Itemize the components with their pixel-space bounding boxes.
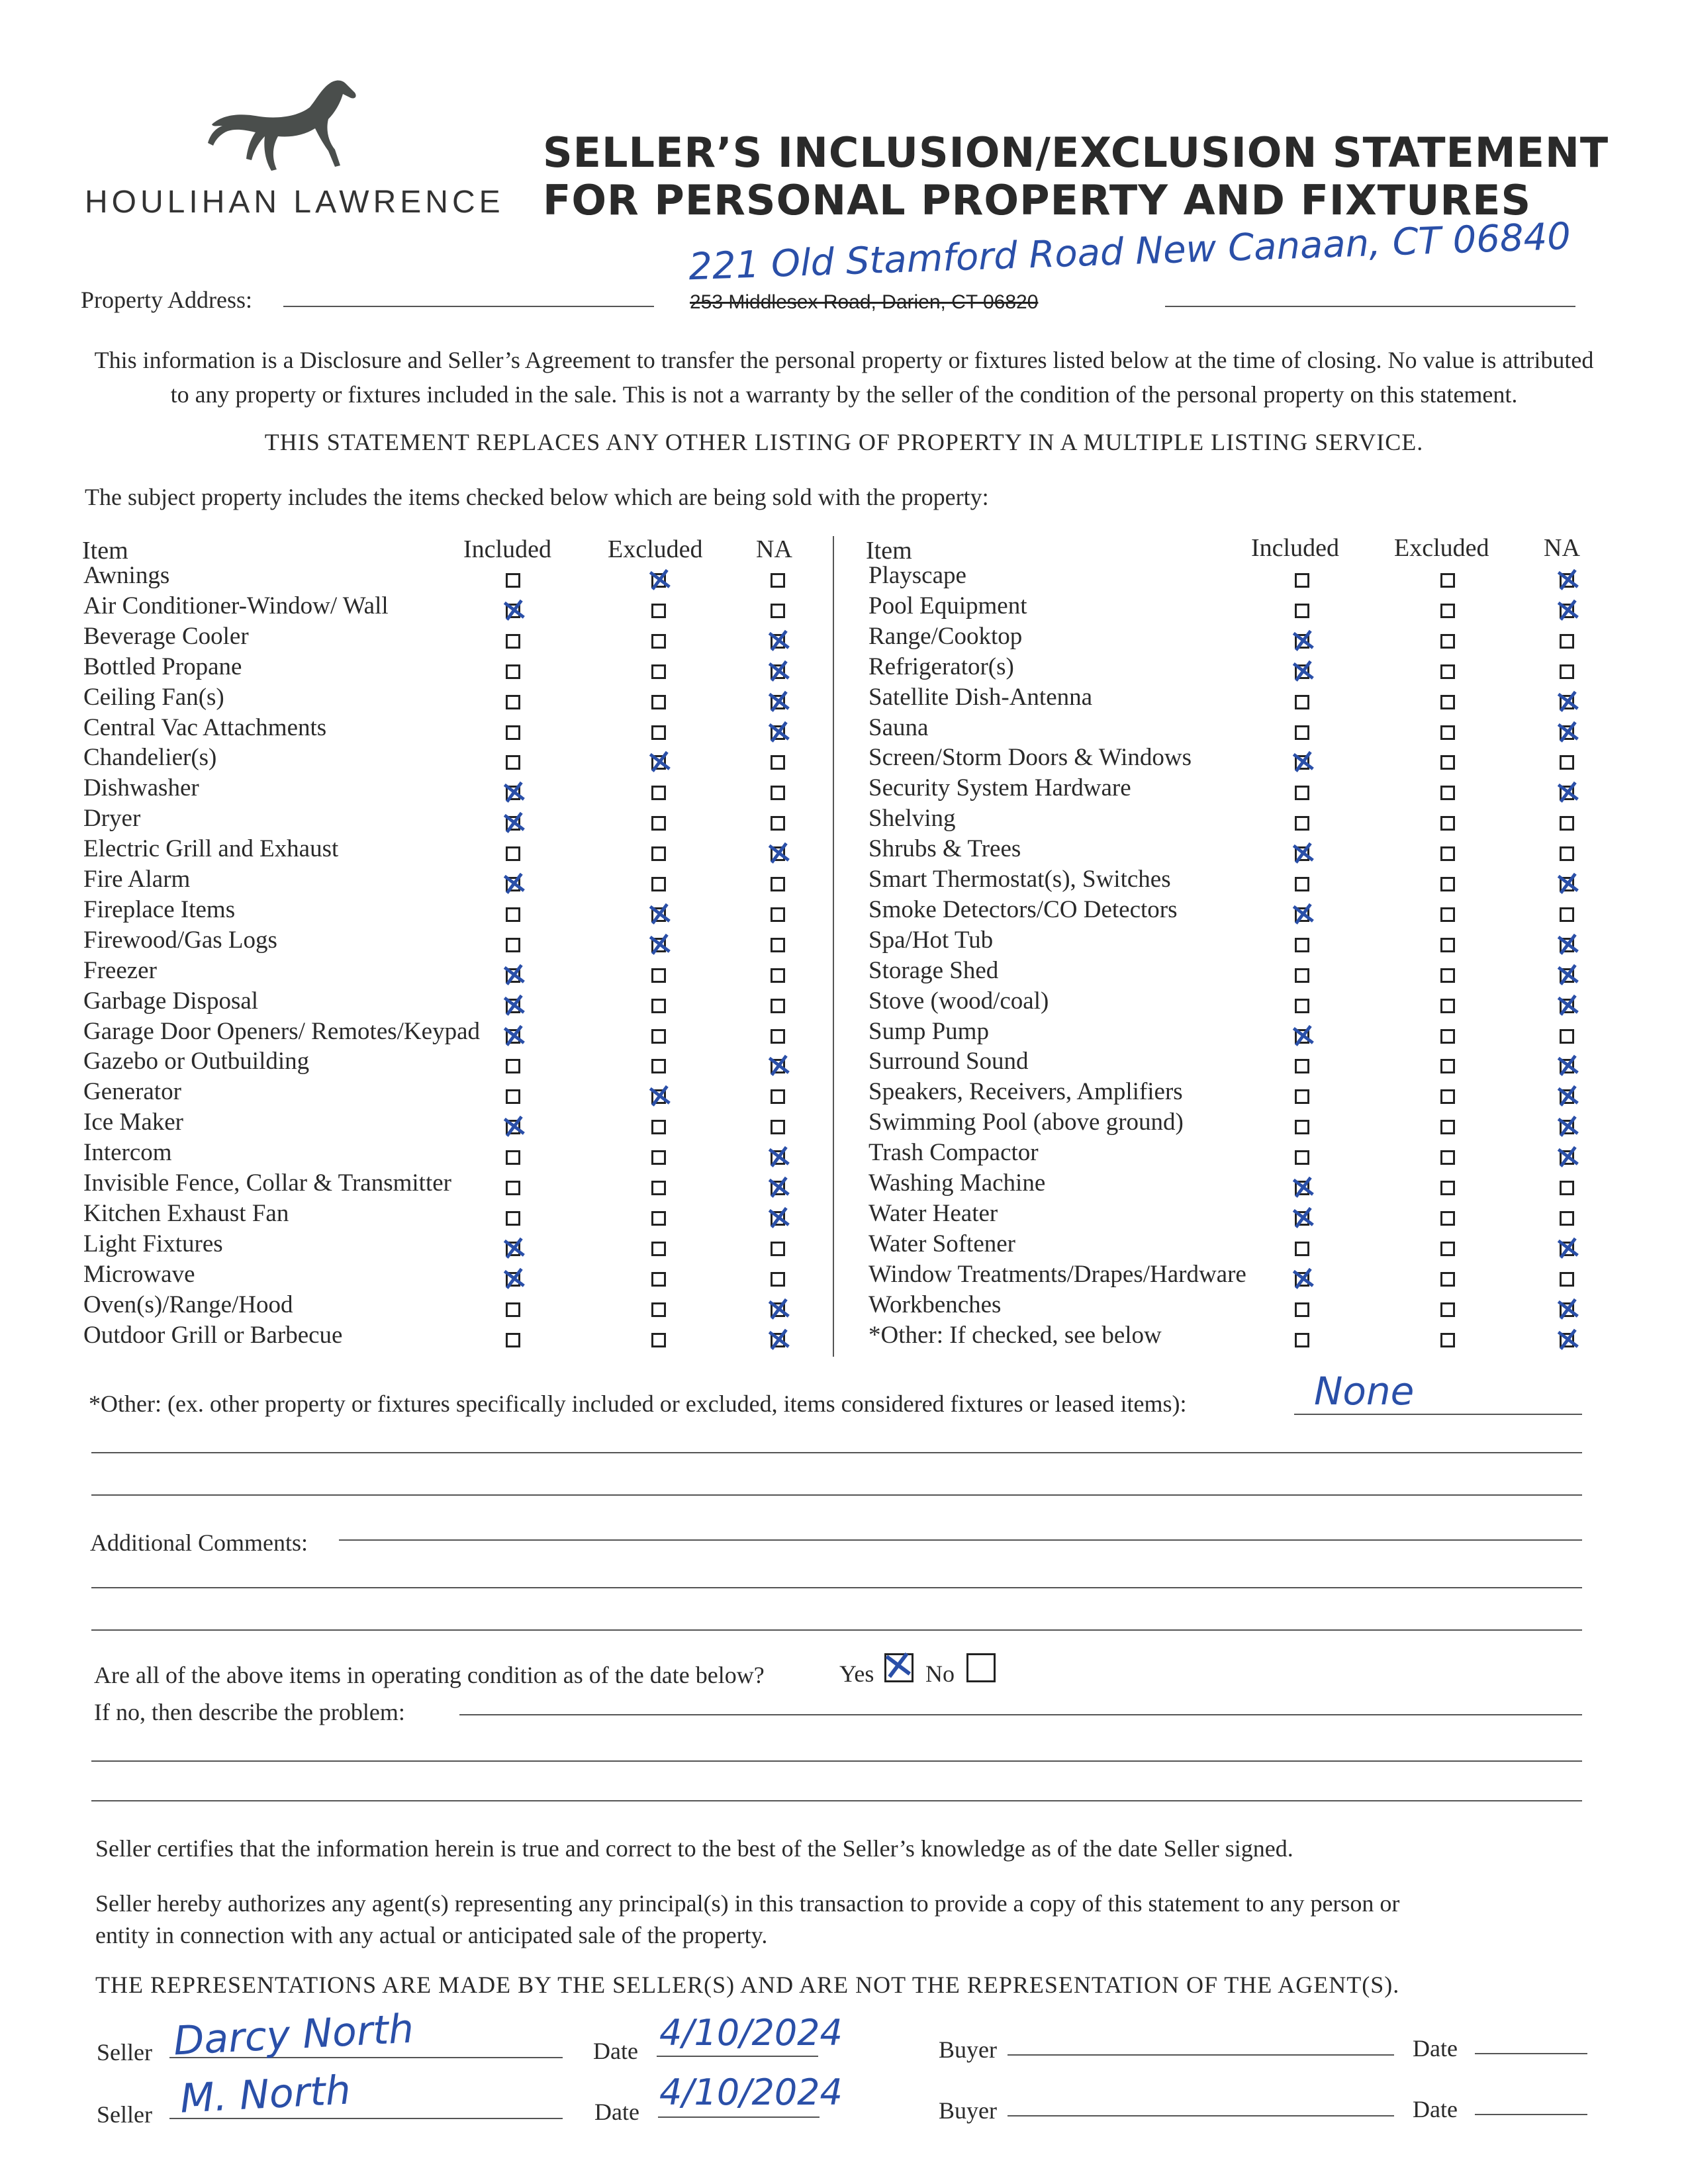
right-excluded-checkbox[interactable] <box>1440 1272 1455 1287</box>
left-item-label: Firewood/Gas Logs <box>83 927 277 954</box>
left-na-check-mark: ✕ <box>763 1197 796 1240</box>
right-na-checkbox[interactable] <box>1560 1211 1574 1226</box>
left-excluded-checkbox[interactable] <box>651 604 666 618</box>
left-item-label: Garbage Disposal <box>83 987 259 1015</box>
left-excluded-checkbox[interactable] <box>651 1029 666 1044</box>
left-excluded-checkbox[interactable] <box>651 786 666 800</box>
right-item-label: Speakers, Receivers, Amplifiers <box>868 1078 1183 1105</box>
operating-yes-label: Yes <box>839 1661 874 1687</box>
left-included-checkbox[interactable] <box>506 725 520 740</box>
left-included-checkbox[interactable] <box>506 634 520 649</box>
seller1-label: Seller <box>97 2039 152 2066</box>
right-na-check-mark: ✕ <box>1552 681 1585 723</box>
seller1-date: 4/10/2024 <box>659 2012 843 2054</box>
operating-question: Are all of the above items in operating condition as of the date below? <box>94 1662 765 1688</box>
right-na-check-mark: ✕ <box>1552 1045 1585 1087</box>
right-included-check-mark: ✕ <box>1287 651 1320 693</box>
left-excluded-checkbox[interactable] <box>651 695 666 709</box>
brand-name: HOULIHAN LAWRENCE <box>85 185 504 220</box>
right-excluded-checkbox[interactable] <box>1440 634 1455 649</box>
right-na-checkbox[interactable] <box>1560 634 1574 649</box>
right-na-check-mark: ✕ <box>1552 1319 1585 1361</box>
right-item-label: Shrubs & Trees <box>868 835 1021 862</box>
right-included-check-mark: ✕ <box>1287 1258 1320 1300</box>
right-included-check-mark: ✕ <box>1287 833 1320 875</box>
right-excluded-checkbox[interactable] <box>1440 999 1455 1013</box>
seller2-signature: M. North <box>179 2067 352 2122</box>
right-included-checkbox[interactable] <box>1295 1150 1309 1165</box>
other-value: None <box>1314 1369 1415 1414</box>
right-item-label: Swimming Pool (above ground) <box>868 1109 1184 1136</box>
seller1-date-label: Date <box>593 2038 638 2064</box>
left-included-checkbox[interactable] <box>506 695 520 709</box>
right-excluded-checkbox[interactable] <box>1440 725 1455 740</box>
right-item-label: Window Treatments/Drapes/Hardware <box>868 1261 1246 1288</box>
buyer2-date-label: Date <box>1413 2096 1458 2122</box>
right-included-checkbox[interactable] <box>1295 1242 1309 1256</box>
right-item-label: Smart Thermostat(s), Switches <box>868 866 1171 893</box>
right-item-label: Trash Compactor <box>868 1139 1039 1166</box>
left-item-label: Bottled Propane <box>83 653 242 680</box>
disclosure-paragraph: This information is a Disclosure and Seller’s Agreement to transfer the personal property or fixtures listed below at the time of closing. No value is attributed to any property or fixtures included in the sale. This is not a warranty by the seller of the condition of the personal property on this statement. <box>94 347 1594 408</box>
left-header-na: NA <box>756 535 792 563</box>
left-excluded-checkbox[interactable] <box>651 1333 666 1347</box>
left-item-label: Kitchen Exhaust Fan <box>83 1200 289 1227</box>
document-title-line1: SELLER’S INCLUSION/EXCLUSION STATEMENT <box>543 128 1609 177</box>
document-title-line2: FOR PERSONAL PROPERTY AND FIXTURES <box>543 176 1532 224</box>
left-included-checkbox[interactable] <box>506 1059 520 1073</box>
right-excluded-checkbox[interactable] <box>1440 1333 1455 1347</box>
left-item-label: Ice Maker <box>83 1109 183 1136</box>
right-item-label: Surround Sound <box>868 1048 1029 1075</box>
buyer2-date-field[interactable] <box>1475 2114 1587 2115</box>
left-na-check-mark: ✕ <box>763 1289 796 1331</box>
left-header-item: Item <box>82 537 128 565</box>
right-item-label: Refrigerator(s) <box>868 653 1014 680</box>
right-na-check-mark: ✕ <box>1552 711 1585 754</box>
right-na-check-mark: ✕ <box>1552 924 1585 966</box>
left-na-checkbox[interactable] <box>771 938 785 952</box>
right-excluded-checkbox[interactable] <box>1440 1150 1455 1165</box>
left-excluded-checkbox[interactable] <box>651 1150 666 1165</box>
certify-statement: Seller certifies that the information herein is true and correct to the best of the Seller’s knowledge as of the date Seller signed. <box>95 1835 1293 1862</box>
right-excluded-checkbox[interactable] <box>1440 1181 1455 1195</box>
right-na-checkbox[interactable] <box>1560 1181 1574 1195</box>
right-item-label: Security System Hardware <box>868 774 1131 801</box>
left-excluded-checkbox[interactable] <box>651 1059 666 1073</box>
left-na-check-mark: ✕ <box>763 620 796 662</box>
left-item-label: Dishwasher <box>83 774 199 801</box>
left-included-check-mark: ✕ <box>498 1228 531 1270</box>
right-header-item: Item <box>866 537 912 565</box>
left-included-check-mark: ✕ <box>498 954 531 997</box>
left-na-checkbox[interactable] <box>771 877 785 891</box>
left-item-label: Freezer <box>83 957 157 984</box>
buyer2-signature-line[interactable] <box>1008 2115 1394 2116</box>
left-na-check-mark: ✕ <box>763 1319 796 1361</box>
left-excluded-checkbox[interactable] <box>651 846 666 861</box>
buyer1-label: Buyer <box>939 2036 997 2063</box>
left-na-checkbox[interactable] <box>771 604 785 618</box>
right-na-check-mark: ✕ <box>1552 1136 1585 1179</box>
left-included-checkbox[interactable] <box>506 1181 520 1195</box>
right-included-checkbox[interactable] <box>1295 1302 1309 1317</box>
right-included-checkbox[interactable] <box>1295 725 1309 740</box>
left-na-checkbox[interactable] <box>771 999 785 1013</box>
right-excluded-checkbox[interactable] <box>1440 755 1455 770</box>
left-included-checkbox[interactable] <box>506 1089 520 1104</box>
right-excluded-checkbox[interactable] <box>1440 1120 1455 1134</box>
left-na-checkbox[interactable] <box>771 1272 785 1287</box>
comments-label: Additional Comments: <box>90 1529 308 1556</box>
right-included-checkbox[interactable] <box>1295 816 1309 831</box>
column-divider <box>833 536 834 1357</box>
left-na-checkbox[interactable] <box>771 1120 785 1134</box>
right-na-check-mark: ✕ <box>1552 772 1585 814</box>
left-item-label: Light Fixtures <box>83 1230 223 1257</box>
left-excluded-checkbox[interactable] <box>651 1272 666 1287</box>
left-excluded-checkbox[interactable] <box>651 1120 666 1134</box>
left-excluded-checkbox[interactable] <box>651 664 666 679</box>
left-included-check-mark: ✕ <box>498 590 531 632</box>
right-header-na: NA <box>1544 534 1580 562</box>
left-excluded-checkbox[interactable] <box>651 968 666 983</box>
right-item-label: Shelving <box>868 805 956 832</box>
right-excluded-checkbox[interactable] <box>1440 1242 1455 1256</box>
operating-yes-mark: ✕ <box>878 1641 918 1692</box>
other-label: *Other: (ex. other property or fixtures specifically included or excluded, items considered fixtures or leased items): <box>89 1390 1187 1417</box>
left-na-check-mark: ✕ <box>763 1136 796 1179</box>
left-item-label: Outdoor Grill or Barbecue <box>83 1322 343 1349</box>
left-included-checkbox[interactable] <box>506 1150 520 1165</box>
buyer1-signature-line[interactable] <box>1008 2054 1394 2056</box>
operating-no-label: No <box>925 1661 955 1687</box>
right-na-checkbox[interactable] <box>1560 1272 1574 1287</box>
left-na-check-mark: ✕ <box>763 651 796 693</box>
right-included-checkbox[interactable] <box>1295 1333 1309 1347</box>
right-item-label: Sump Pump <box>868 1018 989 1045</box>
left-included-check-mark: ✕ <box>498 1258 531 1300</box>
horse-logo-icon <box>199 73 371 185</box>
left-na-checkbox[interactable] <box>771 907 785 922</box>
left-item-label: Dryer <box>83 805 141 832</box>
left-excluded-checkbox[interactable] <box>651 999 666 1013</box>
left-item-label: Invisible Fence, Collar & Transmitter <box>83 1169 451 1197</box>
right-na-check-mark: ✕ <box>1552 954 1585 997</box>
right-excluded-checkbox[interactable] <box>1440 816 1455 831</box>
left-na-checkbox[interactable] <box>771 1029 785 1044</box>
right-item-label: Pool Equipment <box>868 592 1027 619</box>
left-included-checkbox[interactable] <box>506 573 520 588</box>
right-included-checkbox[interactable] <box>1295 1059 1309 1073</box>
left-na-check-mark: ✕ <box>763 681 796 723</box>
right-excluded-checkbox[interactable] <box>1440 846 1455 861</box>
left-excluded-checkbox[interactable] <box>651 1211 666 1226</box>
left-included-check-mark: ✕ <box>498 985 531 1027</box>
mls-notice: THIS STATEMENT REPLACES ANY OTHER LISTING OF PROPERTY IN A MULTIPLE LISTING SERVICE. <box>264 429 1424 455</box>
left-excluded-check-mark: ✕ <box>643 893 677 936</box>
left-na-checkbox[interactable] <box>771 968 785 983</box>
left-excluded-checkbox[interactable] <box>651 1181 666 1195</box>
left-na-check-mark: ✕ <box>763 1045 796 1087</box>
left-na-checkbox[interactable] <box>771 573 785 588</box>
left-na-check-mark: ✕ <box>763 711 796 754</box>
left-na-check-mark: ✕ <box>763 833 796 875</box>
problem-label: If no, then describe the problem: <box>94 1699 405 1725</box>
left-item-label: Electric Grill and Exhaust <box>83 835 339 862</box>
seller2-date: 4/10/2024 <box>659 2071 843 2113</box>
property-address-label: Property Address: <box>81 287 252 313</box>
representations-statement: THE REPRESENTATIONS ARE MADE BY THE SELLER(S) AND ARE NOT THE REPRESENTATION OF THE AGENT(S). <box>95 1972 1400 1998</box>
right-na-check-mark: ✕ <box>1552 559 1585 602</box>
buyer1-date-field[interactable] <box>1475 2053 1587 2054</box>
buyer1-date-label: Date <box>1413 2035 1458 2062</box>
right-item-label: Smoke Detectors/CO Detectors <box>868 896 1178 923</box>
right-excluded-checkbox[interactable] <box>1440 604 1455 618</box>
left-item-label: Oven(s)/Range/Hood <box>83 1291 293 1318</box>
right-included-checkbox[interactable] <box>1295 695 1309 709</box>
right-na-checkbox[interactable] <box>1560 755 1574 770</box>
left-excluded-check-mark: ✕ <box>643 559 677 602</box>
right-na-checkbox[interactable] <box>1560 1029 1574 1044</box>
left-item-label: Generator <box>83 1078 181 1105</box>
left-included-check-mark: ✕ <box>498 1106 531 1148</box>
right-na-checkbox[interactable] <box>1560 816 1574 831</box>
right-na-check-mark: ✕ <box>1552 590 1585 632</box>
right-na-check-mark: ✕ <box>1552 985 1585 1027</box>
left-included-check-mark: ✕ <box>498 772 531 814</box>
right-included-checkbox[interactable] <box>1295 968 1309 983</box>
right-excluded-checkbox[interactable] <box>1440 1029 1455 1044</box>
left-included-checkbox[interactable] <box>506 755 520 770</box>
left-item-label: Garage Door Openers/ Remotes/Keypad <box>83 1018 480 1045</box>
right-item-label: Storage Shed <box>868 957 999 984</box>
left-included-check-mark: ✕ <box>498 802 531 844</box>
right-na-checkbox[interactable] <box>1560 846 1574 861</box>
right-included-checkbox[interactable] <box>1295 877 1309 891</box>
right-na-checkbox[interactable] <box>1560 664 1574 679</box>
left-header-included: Included <box>463 535 551 563</box>
right-included-check-mark: ✕ <box>1287 620 1320 662</box>
subject-statement: The subject property includes the items checked below which are being sold with the property: <box>85 484 989 510</box>
problem-field[interactable] <box>459 1714 1582 1715</box>
right-item-label: Playscape <box>868 562 966 589</box>
left-na-checkbox[interactable] <box>771 1089 785 1104</box>
right-item-label: Washing Machine <box>868 1169 1046 1197</box>
right-excluded-checkbox[interactable] <box>1440 664 1455 679</box>
right-excluded-checkbox[interactable] <box>1440 695 1455 709</box>
right-included-checkbox[interactable] <box>1295 938 1309 952</box>
right-included-check-mark: ✕ <box>1287 1167 1320 1209</box>
left-included-checkbox[interactable] <box>506 1302 520 1317</box>
right-included-check-mark: ✕ <box>1287 741 1320 784</box>
right-excluded-checkbox[interactable] <box>1440 1211 1455 1226</box>
left-na-checkbox[interactable] <box>771 786 785 800</box>
seller1-signature: Darcy North <box>172 2005 415 2065</box>
right-included-check-mark: ✕ <box>1287 1197 1320 1240</box>
property-address-handwritten: 221 Old Stamford Road New Canaan, CT 06840 <box>688 214 1571 289</box>
right-item-label: Water Heater <box>868 1200 998 1227</box>
right-included-checkbox[interactable] <box>1295 786 1309 800</box>
left-excluded-checkbox[interactable] <box>651 634 666 649</box>
right-na-check-mark: ✕ <box>1552 1289 1585 1331</box>
left-header-excluded: Excluded <box>608 535 703 563</box>
right-na-check-mark: ✕ <box>1552 1075 1585 1118</box>
right-excluded-checkbox[interactable] <box>1440 786 1455 800</box>
left-item-label: Intercom <box>83 1139 172 1166</box>
comments-field[interactable] <box>339 1539 1582 1541</box>
right-item-label: Sauna <box>868 714 929 741</box>
right-item-label: Satellite Dish-Antenna <box>868 684 1093 711</box>
right-included-checkbox[interactable] <box>1295 604 1309 618</box>
left-excluded-checkbox[interactable] <box>651 877 666 891</box>
buyer2-label: Buyer <box>939 2097 997 2124</box>
left-excluded-checkbox[interactable] <box>651 1242 666 1256</box>
right-included-check-mark: ✕ <box>1287 893 1320 936</box>
right-included-checkbox[interactable] <box>1295 999 1309 1013</box>
left-item-label: Central Vac Attachments <box>83 714 327 741</box>
right-item-label: Workbenches <box>868 1291 1002 1318</box>
left-na-checkbox[interactable] <box>771 816 785 831</box>
left-na-checkbox[interactable] <box>771 1242 785 1256</box>
left-included-checkbox[interactable] <box>506 846 520 861</box>
right-na-check-mark: ✕ <box>1552 863 1585 905</box>
left-included-checkbox[interactable] <box>506 1211 520 1226</box>
left-item-label: Fireplace Items <box>83 896 236 923</box>
left-item-label: Air Conditioner-Window/ Wall <box>83 592 389 619</box>
left-item-label: Awnings <box>83 562 170 589</box>
right-included-checkbox[interactable] <box>1295 1120 1309 1134</box>
right-na-check-mark: ✕ <box>1552 1228 1585 1270</box>
right-excluded-checkbox[interactable] <box>1440 968 1455 983</box>
left-included-checkbox[interactable] <box>506 1333 520 1347</box>
right-excluded-checkbox[interactable] <box>1440 573 1455 588</box>
left-item-label: Chandelier(s) <box>83 744 217 771</box>
right-na-check-mark: ✕ <box>1552 1106 1585 1148</box>
left-included-check-mark: ✕ <box>498 863 531 905</box>
left-excluded-check-mark: ✕ <box>643 1075 677 1118</box>
right-excluded-checkbox[interactable] <box>1440 907 1455 922</box>
property-address-typed: 253 Middlesex Road, Darien, CT 06820 <box>690 291 1039 313</box>
left-na-checkbox[interactable] <box>771 755 785 770</box>
right-header-included: Included <box>1251 534 1339 562</box>
right-item-label: Stove (wood/coal) <box>868 987 1049 1015</box>
left-excluded-check-mark: ✕ <box>643 924 677 966</box>
right-excluded-checkbox[interactable] <box>1440 938 1455 952</box>
authorize-statement: Seller hereby authorizes any agent(s) representing any principal(s) in this transaction to provide a copy of this statement to any person or entity in connection with any actual or anticipated sale of the property. <box>95 1890 1400 1948</box>
right-item-label: Screen/Storm Doors & Windows <box>868 744 1192 771</box>
right-item-label: *Other: If checked, see below <box>868 1322 1162 1349</box>
left-included-checkbox[interactable] <box>506 938 520 952</box>
right-na-checkbox[interactable] <box>1560 907 1574 922</box>
left-excluded-check-mark: ✕ <box>643 741 677 784</box>
right-header-excluded: Excluded <box>1394 534 1489 562</box>
left-na-check-mark: ✕ <box>763 1167 796 1209</box>
right-excluded-checkbox[interactable] <box>1440 877 1455 891</box>
right-excluded-checkbox[interactable] <box>1440 1059 1455 1073</box>
left-included-check-mark: ✕ <box>498 1015 531 1058</box>
right-included-checkbox[interactable] <box>1295 1089 1309 1104</box>
right-excluded-checkbox[interactable] <box>1440 1302 1455 1317</box>
right-item-label: Spa/Hot Tub <box>868 927 994 954</box>
right-item-label: Range/Cooktop <box>868 623 1023 650</box>
left-included-checkbox[interactable] <box>506 907 520 922</box>
left-item-label: Gazebo or Outbuilding <box>83 1048 310 1075</box>
seller2-label: Seller <box>97 2101 152 2128</box>
right-excluded-checkbox[interactable] <box>1440 1089 1455 1104</box>
left-excluded-checkbox[interactable] <box>651 816 666 831</box>
right-item-label: Water Softener <box>868 1230 1015 1257</box>
operating-no-checkbox[interactable] <box>966 1653 996 1682</box>
left-item-label: Microwave <box>83 1261 195 1288</box>
left-item-label: Beverage Cooler <box>83 623 249 650</box>
left-excluded-checkbox[interactable] <box>651 1302 666 1317</box>
left-item-label: Ceiling Fan(s) <box>83 684 224 711</box>
left-included-checkbox[interactable] <box>506 664 520 679</box>
right-included-checkbox[interactable] <box>1295 573 1309 588</box>
right-included-check-mark: ✕ <box>1287 1015 1320 1058</box>
left-excluded-checkbox[interactable] <box>651 725 666 740</box>
left-item-label: Fire Alarm <box>83 866 191 893</box>
seller2-date-label: Date <box>594 2099 639 2125</box>
